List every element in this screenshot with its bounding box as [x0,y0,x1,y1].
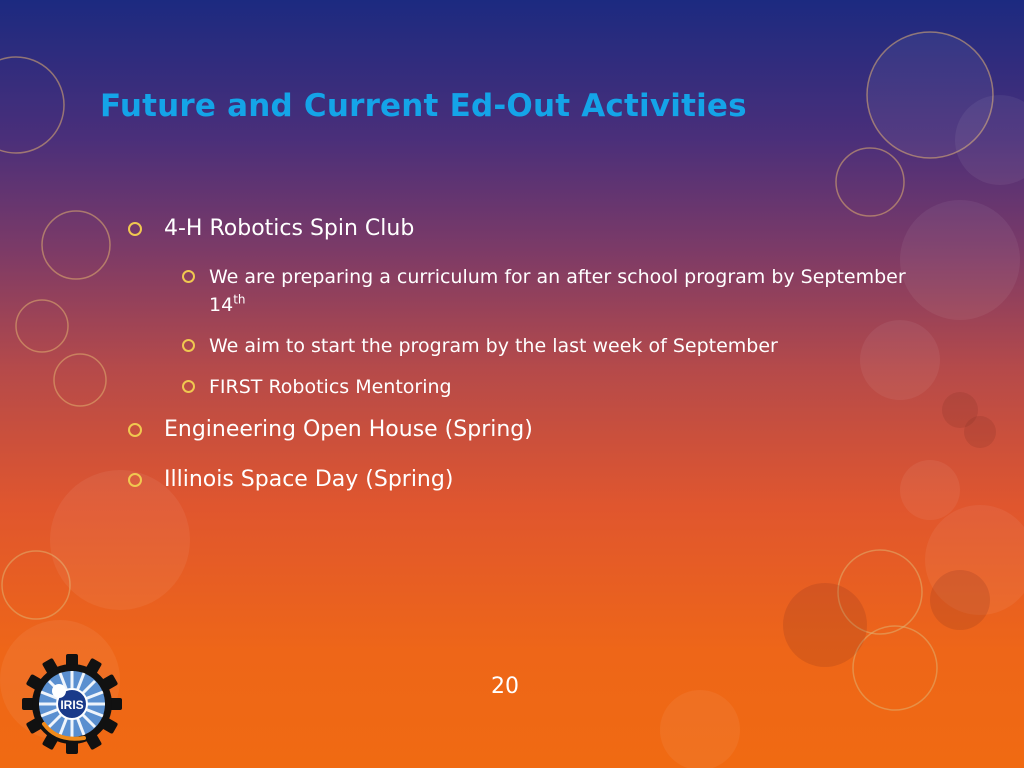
bullet-item [128,414,948,446]
bullet-ring-icon [128,473,142,487]
page-number: 20 [491,674,519,699]
sub-bullet-item [182,263,948,319]
bullet-ring-icon [182,339,195,352]
bullet-ring-icon [128,222,142,236]
sub-bullet-item [182,373,948,401]
bullet-item [128,213,948,245]
sub-bullet-text: We aim to start the program by the last week of September [209,335,778,357]
logo-label: IRIS [60,698,84,712]
bullet-text: 4-H Robotics Spin Club [164,216,415,241]
bullet-ring-icon [182,380,195,393]
sub-bullet-item [182,332,948,360]
slide-title: Future and Current Ed-Out Activities [100,88,747,124]
bullet-ring-icon [128,423,142,437]
bullet-ring-icon [182,270,195,283]
bullet-list [128,213,948,514]
bullet-item [128,464,948,496]
sub-bullet-text: FIRST Robotics Mentoring [209,376,452,398]
iris-logo [22,654,122,754]
sub-bullet-text: We are preparing a curriculum for an after school program by September 14 [209,266,906,316]
bullet-text: Engineering Open House (Spring) [164,417,533,442]
ordinal-suffix: th [233,292,246,307]
bullet-text: Illinois Space Day (Spring) [164,467,454,492]
